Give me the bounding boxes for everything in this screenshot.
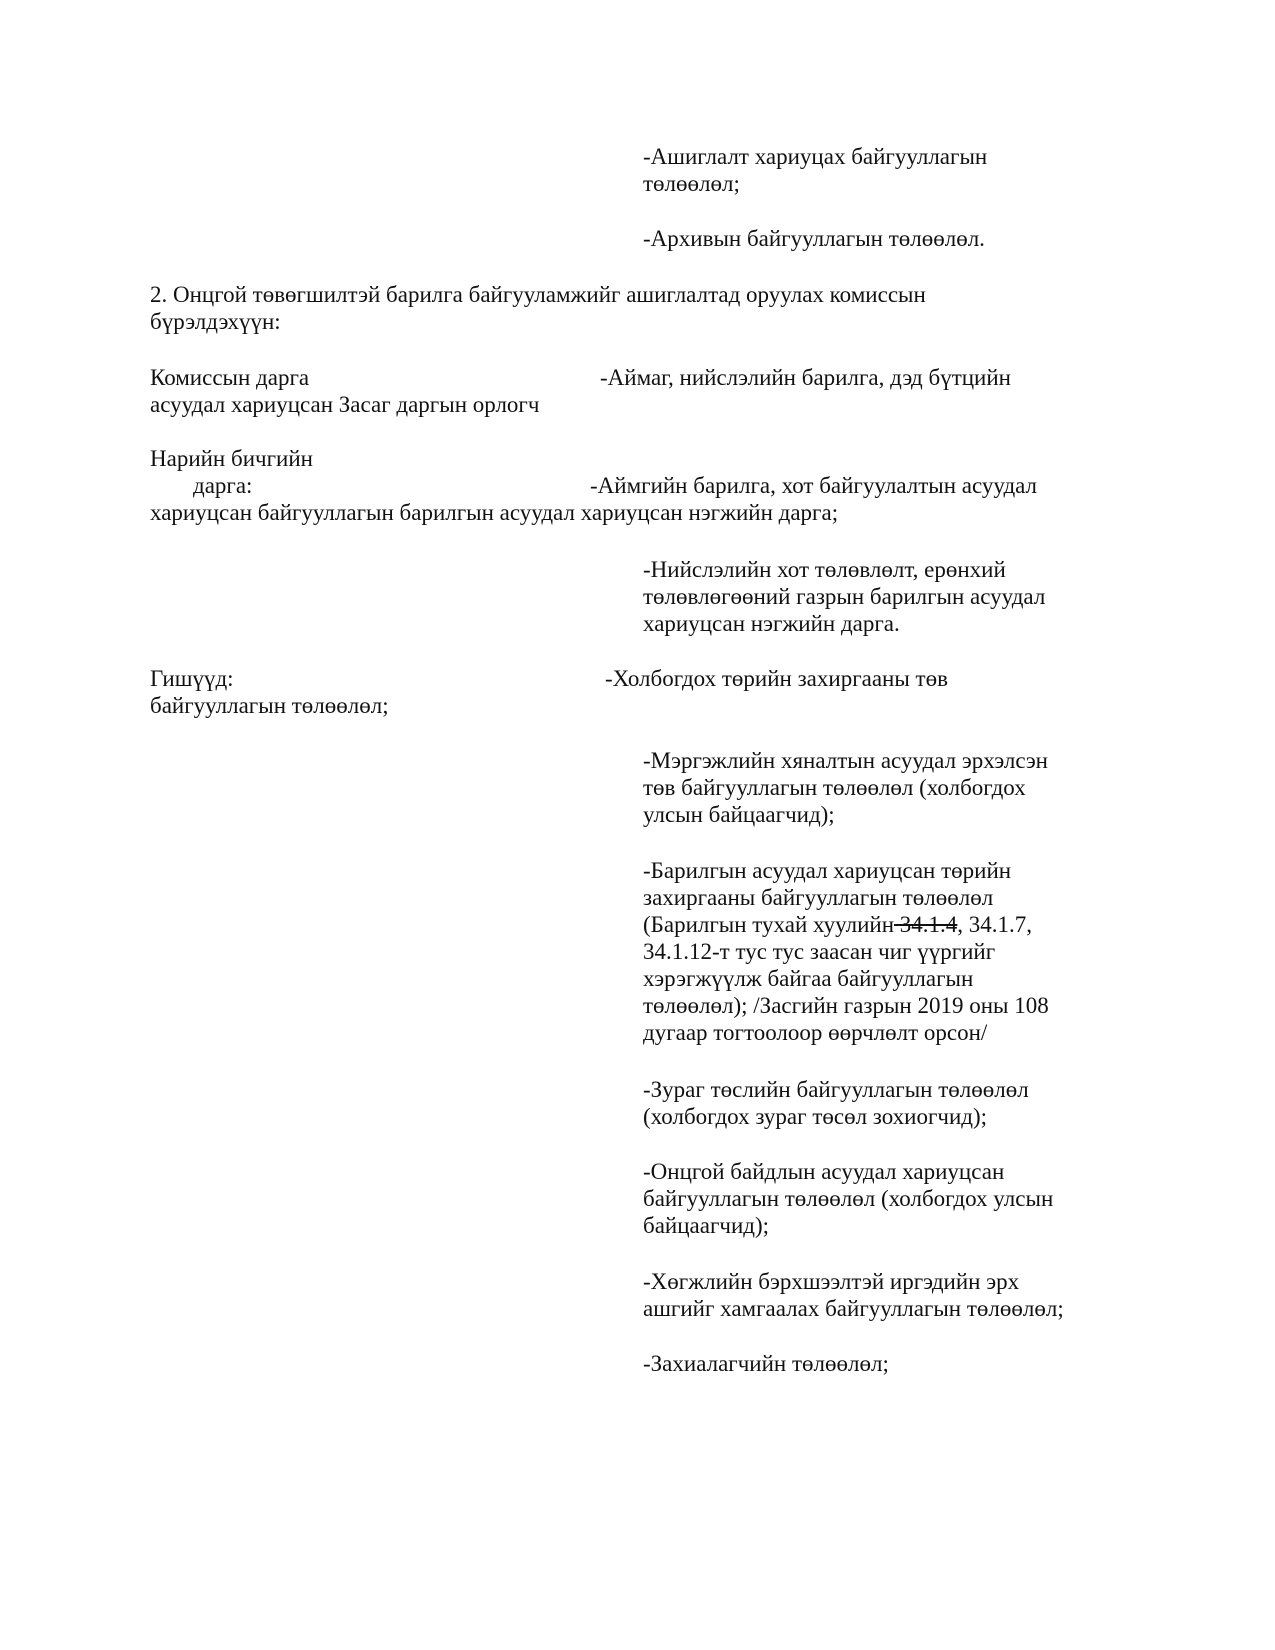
list-item: -Ашиглалт хариуцах байгууллагын төлөөлөл;: [643, 144, 988, 196]
list-item: [643, 857, 1123, 1046]
list-item: -Нийслэлийн хот төлөвлөлт, ерөнхий төлөвлөгөөний газрын барилгын асуудал хариуцсан нэгжийн дарга.: [643, 557, 1046, 636]
list-item: -Онцгой байдлын асуудал хариуцсан байгууллагын төлөөлөл (холбогдох улсын байцаагчид);: [643, 1159, 1054, 1238]
secretary-value: -Аймгийн барилга, хот байгуулалтын асуудал: [590, 473, 1038, 498]
list-item: -Мэргэжлийн хяналтын асуудал эрхэлсэн төв байгууллагын төлөөлөл (холбогдох улсын байцаагчид);: [643, 748, 1048, 827]
secretary-label: Нарийн бичгийн: [150, 446, 313, 471]
secretary-label-continued: дарга:: [193, 473, 253, 498]
members-label: Гишүүд:: [150, 666, 234, 691]
list-item: -Архивын байгууллагын төлөөлөл.: [643, 226, 985, 251]
chair-label: Комиссын дарга: [150, 365, 310, 390]
chair-value: -Аймаг, нийслэлийн барилга, дэд бүтцийн: [600, 365, 1011, 390]
item-text: -Барилгын асуудал хариуцсан төрийн захиргааны байгууллагын төлөөлөл (Барилгын тухай хуулийн: [643, 858, 1012, 937]
struck-text: 34.1.4: [894, 912, 958, 937]
list-item: -Зураг төслийн байгууллагын төлөөлөл (холбогдох зураг төсөл зохиогчид);: [643, 1077, 1029, 1129]
secretary-value-continued: хариуцсан байгууллагын барилгын асуудал хариуцсан нэгжийн дарга;: [150, 500, 839, 525]
section-heading: 2. Онцгой төвөгшилтэй барилга байгууламжийг ашиглалтад оруулах комиссын бүрэлдэхүүн:: [150, 282, 926, 334]
list-item: -Захиалагчийн төлөөлөл;: [643, 1351, 889, 1376]
members-value-continued: байгууллагын төлөөлөл;: [150, 693, 389, 718]
item-text: , 34.1.7, 34.1.12-т тус тус заасан чиг үүргийг хэрэгжүүлж байгаа байгууллагын төлөөлөл); /Засгийн газрын 2019 оны 108 дугаар тогтоолоор өөрчлөлт орсон/: [643, 912, 1049, 1045]
members-value: -Холбогдох төрийн захиргааны төв: [605, 666, 948, 691]
chair-value-continued: асуудал хариуцсан Засаг даргын орлогч: [150, 392, 540, 417]
list-item: -Хөгжлийн бэрхшээлтэй иргэдийн эрх ашгийг хамгаалах байгууллагын төлөөлөл;: [643, 1269, 1064, 1321]
